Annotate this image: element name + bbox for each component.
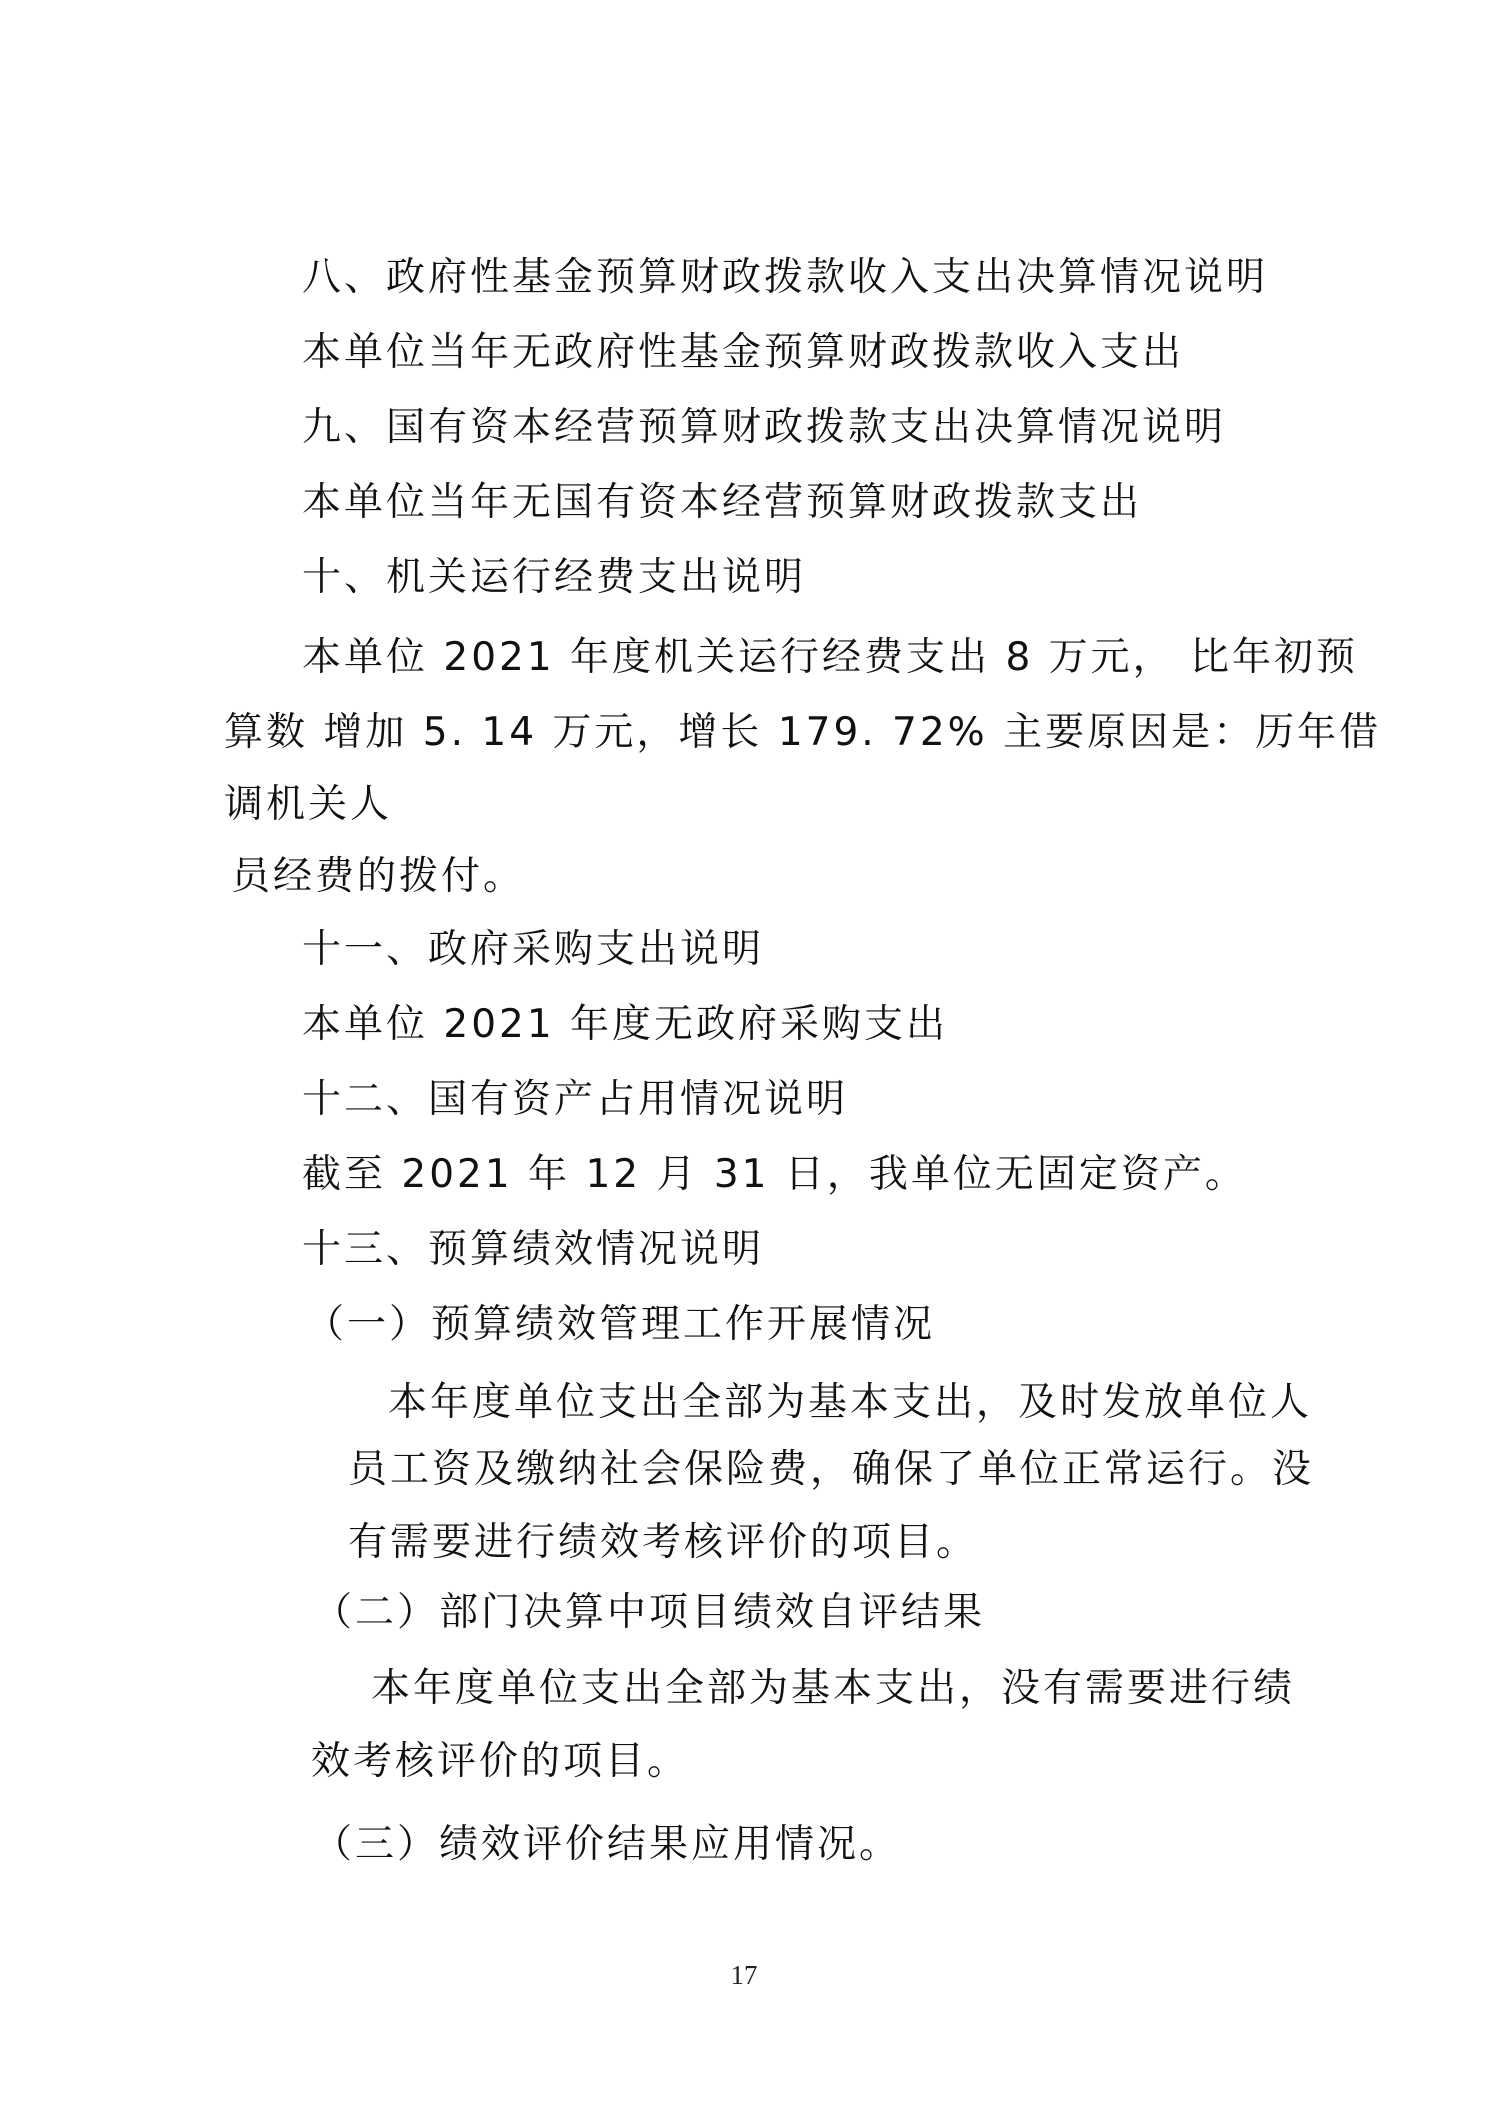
paragraph-13-2-line-2: 效考核评价的项目。 bbox=[311, 1739, 690, 1784]
page-number: 17 bbox=[730, 1960, 758, 1990]
heading-11: 十一、政府采购支出说明 bbox=[302, 927, 765, 972]
subheading-13-2: （二）部门决算中项目绩效自评结果 bbox=[313, 1590, 986, 1635]
paragraph-13-1-line-3: 有需要进行绩效考核评价的项目。 bbox=[348, 1520, 979, 1565]
paragraph-10-line-1: 本单位 2021 年度机关运行经费支出 8 万元， 比年初预 bbox=[302, 635, 1359, 680]
heading-8: 八、政府性基金预算财政拨款收入支出决算情况说明 bbox=[302, 255, 1269, 300]
paragraph-11: 本单位 2021 年度无政府采购支出 bbox=[302, 1002, 949, 1047]
heading-12: 十二、国有资产占用情况说明 bbox=[302, 1077, 849, 1122]
paragraph-13-2-line-1: 本年度单位支出全部为基本支出，没有需要进行绩 bbox=[371, 1666, 1296, 1711]
paragraph-13-1-line-2: 员工资及缴纳社会保险费，确保了单位正常运行。没 bbox=[348, 1447, 1315, 1492]
paragraph-8: 本单位当年无政府性基金预算财政拨款收入支出 bbox=[302, 330, 1185, 375]
paragraph-12: 截至 2021 年 12 月 31 日，我单位无固定资产。 bbox=[302, 1152, 1247, 1197]
heading-10: 十、机关运行经费支出说明 bbox=[302, 555, 807, 600]
subheading-13-3: （三）绩效评价结果应用情况。 bbox=[313, 1822, 902, 1867]
paragraph-10-line-2: 算数 增加 5. 14 万元，增长 179. 72% 主要原因是：历年借 bbox=[224, 710, 1382, 755]
heading-13: 十三、预算绩效情况说明 bbox=[302, 1227, 765, 1272]
paragraph-9: 本单位当年无国有资本经营预算财政拨款支出 bbox=[302, 480, 1143, 525]
heading-9: 九、国有资本经营预算财政拨款支出决算情况说明 bbox=[302, 405, 1227, 450]
paragraph-10-line-3: 调机关人 bbox=[224, 782, 393, 827]
paragraph-13-1-line-1: 本年度单位支出全部为基本支出，及时发放单位人 bbox=[388, 1380, 1313, 1425]
subheading-13-1: （一）预算绩效管理工作开展情况 bbox=[305, 1302, 936, 1347]
paragraph-10-line-4: 员经费的拨付。 bbox=[231, 854, 526, 899]
